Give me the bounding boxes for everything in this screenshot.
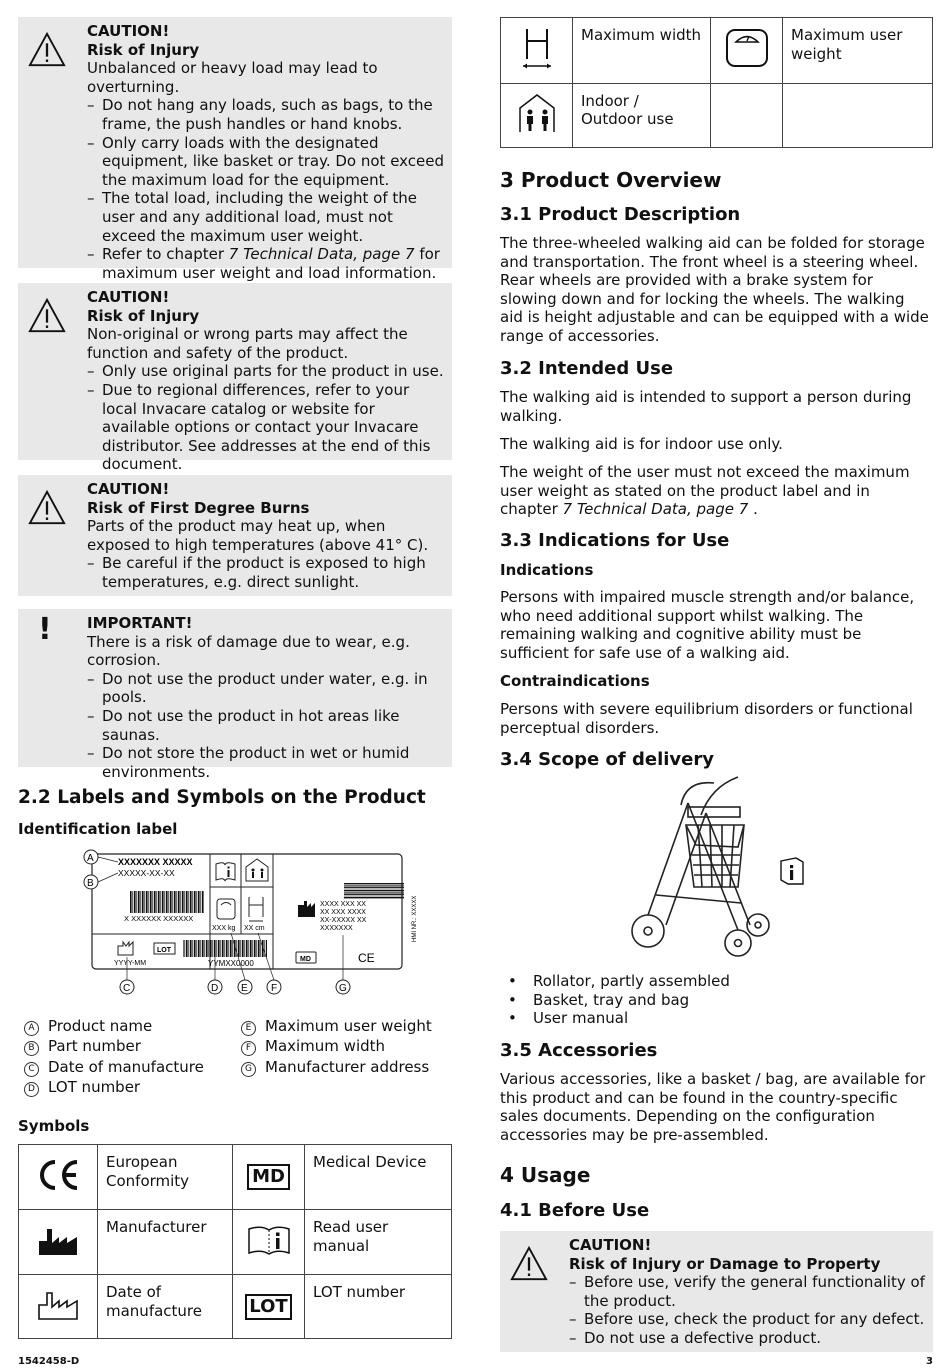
- symbol-description: Medical Device: [305, 1145, 452, 1210]
- md-icon: MD: [247, 1164, 290, 1190]
- delivery-list: [500, 972, 730, 1028]
- warning-triangle-icon: [28, 297, 66, 335]
- symbol-description-empty: [783, 83, 933, 147]
- notice-subtitle: Risk of Injury: [87, 40, 200, 59]
- notice-title: CAUTION!: [87, 22, 170, 40]
- label-date: YYYY-MM: [114, 960, 147, 967]
- label-legend-left: [24, 1016, 204, 1098]
- user-manual-icon: [247, 1225, 291, 1255]
- symbol-cell: [501, 83, 573, 147]
- section-heading-2-2: 2.2 Labels and Symbols on the Product: [18, 787, 426, 808]
- footer-doc-number: 1542458-D: [18, 1356, 80, 1367]
- section-heading-4-1: 4.1 Before Use: [500, 1200, 650, 1221]
- user-manual-icon: [779, 856, 805, 886]
- caution-notice-before-use: [500, 1231, 933, 1352]
- legend-item: [241, 1036, 432, 1056]
- important-notice: [18, 609, 452, 781]
- contraindications-label: Contraindications: [500, 672, 650, 690]
- table-row: [19, 1145, 452, 1210]
- ce-mark-icon: [35, 1158, 81, 1192]
- legend-text: Date of manufacture: [48, 1057, 204, 1076]
- notice-item: – Do not use the product in hot areas like saunas.: [87, 707, 446, 744]
- indications-text: Persons with impaired muscle strength and/or balance, who need additional support whilst walking. The remaining walking and cognitive ability must be sufficient for safe use of a walking aid.: [500, 588, 915, 662]
- legend-item: [24, 1057, 204, 1077]
- label-hmi-number: HMI NR.: XXXXX: [412, 895, 418, 942]
- notice-subtitle: Risk of Injury or Damage to Property: [569, 1254, 881, 1273]
- legend-text: Product name: [48, 1017, 153, 1035]
- contraindications-text: Persons with severe equilibrium disorders or functional perceptual disorders.: [500, 700, 913, 737]
- intended-use-text: The walking aid is intended to support a person during walking.: [500, 388, 912, 425]
- label-legend-right: [241, 1016, 432, 1077]
- callout-d: D: [211, 983, 219, 994]
- label-barcode-code: X XXXXXX XXXXXX: [124, 914, 194, 923]
- notice-item: – Be careful if the product is exposed to high temperatures, e.g. direct sunlight.: [87, 554, 446, 591]
- scale-icon: [724, 27, 770, 69]
- symbols-table: [18, 1144, 452, 1339]
- indications-label: Indications: [500, 561, 594, 579]
- caution-notice-burns: [18, 475, 452, 596]
- symbol-description: Maximum user weight: [783, 18, 933, 84]
- label-address-line: XX XXX XXXX: [320, 909, 366, 916]
- footer-page-number: 3: [926, 1356, 933, 1367]
- label-address-line: XXXX XXX XX: [320, 901, 366, 908]
- legend-letter: F: [241, 1041, 256, 1056]
- notice-subtitle: Risk of First Degree Burns: [87, 498, 310, 517]
- symbol-cell: [711, 18, 783, 84]
- section-heading-3-5: 3.5 Accessories: [500, 1040, 658, 1061]
- notice-title: CAUTION!: [569, 1236, 652, 1254]
- notice-item: – Only carry loads with the designated equipment, like basket or tray. Do not exceed the maximum load for the equipment.: [87, 134, 446, 190]
- legend-text: Maximum width: [265, 1037, 386, 1056]
- legend-letter: D: [24, 1082, 39, 1097]
- legend-text: LOT number: [48, 1078, 141, 1097]
- legend-letter: G: [241, 1062, 256, 1077]
- section-heading-3-2: 3.2 Intended Use: [500, 358, 674, 379]
- intended-use-text: The walking aid is for indoor use only.: [500, 435, 783, 453]
- chapter-link[interactable]: 7 Technical Data, page 7: [562, 500, 749, 519]
- legend-letter: C: [24, 1062, 39, 1077]
- callout-g: G: [339, 983, 347, 994]
- notice-intro: Unbalanced or heavy load may lead to overturning.: [87, 59, 378, 96]
- symbol-description: European Conformity: [98, 1145, 233, 1210]
- notice-item: – Only use original parts for the product in use.: [87, 362, 446, 381]
- symbol-description: Read user manual: [305, 1210, 452, 1275]
- max-width-icon: [520, 26, 554, 70]
- notice-item-reference: [87, 245, 446, 282]
- barcode-icon: [130, 891, 204, 913]
- symbol-description: Date of manufacture: [98, 1275, 233, 1339]
- callout-f: F: [271, 983, 278, 994]
- chapter-link[interactable]: 7 Technical Data, page 7: [228, 245, 415, 264]
- list-item: • Basket, tray and bag: [500, 991, 730, 1010]
- symbol-cell-empty: [711, 83, 783, 147]
- indoor-outdoor-icon: [516, 92, 558, 134]
- symbol-cell: [19, 1145, 98, 1210]
- date-of-manufacture-icon: [37, 1287, 79, 1321]
- legend-item: [24, 1036, 204, 1056]
- notice-intro: Parts of the product may heat up, when exposed to high temperatures (above 41° C).: [87, 517, 429, 554]
- callout-e: E: [241, 983, 248, 994]
- factory-icon: [37, 1223, 79, 1257]
- notice-intro: There is a risk of damage due to wear, e.g. corrosion.: [87, 632, 410, 670]
- notice-title: CAUTION!: [87, 480, 170, 498]
- exclamation-icon: !: [38, 612, 52, 647]
- label-lot-code: YYMXX0000: [208, 959, 254, 968]
- symbol-cell: [19, 1275, 98, 1339]
- symbol-cell: [233, 1210, 305, 1275]
- notice-item: – Before use, check the product for any defect.: [569, 1310, 927, 1329]
- caution-notice-overturning: [18, 17, 452, 282]
- legend-letter: E: [241, 1021, 256, 1036]
- callout-a: A: [87, 853, 94, 864]
- symbol-description: Manufacturer: [98, 1210, 233, 1275]
- list-item: • User manual: [500, 1009, 730, 1028]
- table-row: [501, 18, 933, 84]
- label-width: XX cm: [244, 925, 265, 932]
- lot-icon: LOT: [245, 1294, 291, 1320]
- symbol-cell: [233, 1275, 305, 1339]
- symbol-description: Maximum width: [573, 18, 711, 84]
- legend-letter: B: [24, 1041, 39, 1056]
- legend-item: [24, 1077, 204, 1097]
- label-part-number: XXXXX-XX-XX: [118, 868, 175, 878]
- section-heading-3-3: 3.3 Indications for Use: [500, 530, 730, 551]
- label-lot-box: LOT: [157, 947, 171, 954]
- legend-text: Manufacturer address: [265, 1057, 430, 1076]
- table-row: [19, 1210, 452, 1275]
- legend-item: [24, 1016, 204, 1036]
- symbol-cell: [501, 18, 573, 84]
- label-product-name: XXXXXXX XXXXX: [118, 857, 193, 867]
- label-address-line: XX-XXXXX XX: [320, 917, 367, 924]
- product-description-text: The three-wheeled walking aid can be folded for storage and transportation. The front wheel is a steering wheel. Rear wheels are provided with a brake system for slowing down and for locking the wheels. The walking aid is height adjustable and can be equipped with a wide range of accessories.: [500, 234, 929, 345]
- callout-b: B: [87, 878, 94, 889]
- symbol-cell: [19, 1210, 98, 1275]
- label-weight: XXX kg: [212, 925, 236, 932]
- intended-use-text: [500, 463, 930, 519]
- table-row: [19, 1275, 452, 1339]
- warning-triangle-icon: [28, 489, 66, 527]
- section-heading-3-1: 3.1 Product Description: [500, 204, 741, 225]
- label-md-box: MD: [300, 956, 311, 963]
- notice-title: IMPORTANT!: [87, 614, 193, 632]
- vertical-barcode-icon: [344, 883, 404, 899]
- callout-c: C: [123, 983, 131, 994]
- caution-notice-parts: [18, 283, 452, 474]
- legend-letter: A: [24, 1021, 39, 1036]
- label-ce-mark: CE: [358, 951, 375, 965]
- legend-item: [241, 1057, 432, 1077]
- symbol-description: LOT number: [305, 1275, 452, 1339]
- section-heading-3-4: 3.4 Scope of delivery: [500, 749, 714, 770]
- notice-item: – Do not use the product under water, e.g. in pools.: [87, 670, 446, 707]
- symbol-cell: [233, 1145, 305, 1210]
- paragraph-text: The weight of the user must not exceed the maximum user weight as stated on the product label and in chapter: [500, 463, 910, 519]
- identification-label-heading: Identification label: [18, 820, 178, 838]
- paragraph-text: .: [748, 500, 758, 519]
- list-item: • Rollator, partly assembled: [500, 972, 730, 991]
- warning-triangle-icon: [28, 31, 66, 69]
- reference-prefix: Refer to chapter: [102, 245, 229, 264]
- lot-barcode-icon: [183, 940, 267, 957]
- notice-item: – Do not hang any loads, such as bags, to the frame, the push handles or hand knobs.: [87, 96, 446, 133]
- legend-item: [241, 1016, 432, 1036]
- section-heading-3: 3 Product Overview: [500, 168, 722, 192]
- symbol-description: Indoor / Outdoor use: [573, 83, 711, 147]
- reference-suffix: for maximum user weight and load information.: [102, 245, 440, 282]
- notice-item: – Before use, verify the general functionality of the product.: [569, 1273, 927, 1310]
- symbols-heading: Symbols: [18, 1117, 90, 1135]
- notice-item: – Do not use a defective product.: [569, 1329, 927, 1348]
- notice-item: – Do not store the product in wet or humid environments.: [87, 744, 446, 781]
- table-row: [501, 83, 933, 147]
- warning-triangle-icon: [510, 1245, 548, 1283]
- notice-title: CAUTION!: [87, 288, 170, 306]
- legend-text: Part number: [48, 1037, 141, 1056]
- identification-label-diagram: [66, 845, 426, 1000]
- notice-intro: Non-original or wrong parts may affect the function and safety of the product.: [87, 325, 408, 362]
- notice-item: – The total load, including the weight of the user and any additional load, must not exceed the maximum user weight.: [87, 189, 446, 245]
- accessories-text: Various accessories, like a basket / bag, are available for this product and can be found in the country-specific sales documents. Depending on the configuration accessories may be pre-assembled.: [500, 1070, 926, 1144]
- symbols-table-continued: [500, 17, 933, 148]
- notice-item: – Due to regional differences, refer to your local Invacare catalog or website for available options or contact your Invacare distributor. See addresses at the end of this document.: [87, 381, 446, 474]
- section-heading-4: 4 Usage: [500, 1163, 591, 1187]
- label-address-line: XXXXXXX: [320, 925, 353, 932]
- legend-text: Maximum user weight: [265, 1017, 432, 1035]
- notice-subtitle: Risk of Injury: [87, 306, 200, 325]
